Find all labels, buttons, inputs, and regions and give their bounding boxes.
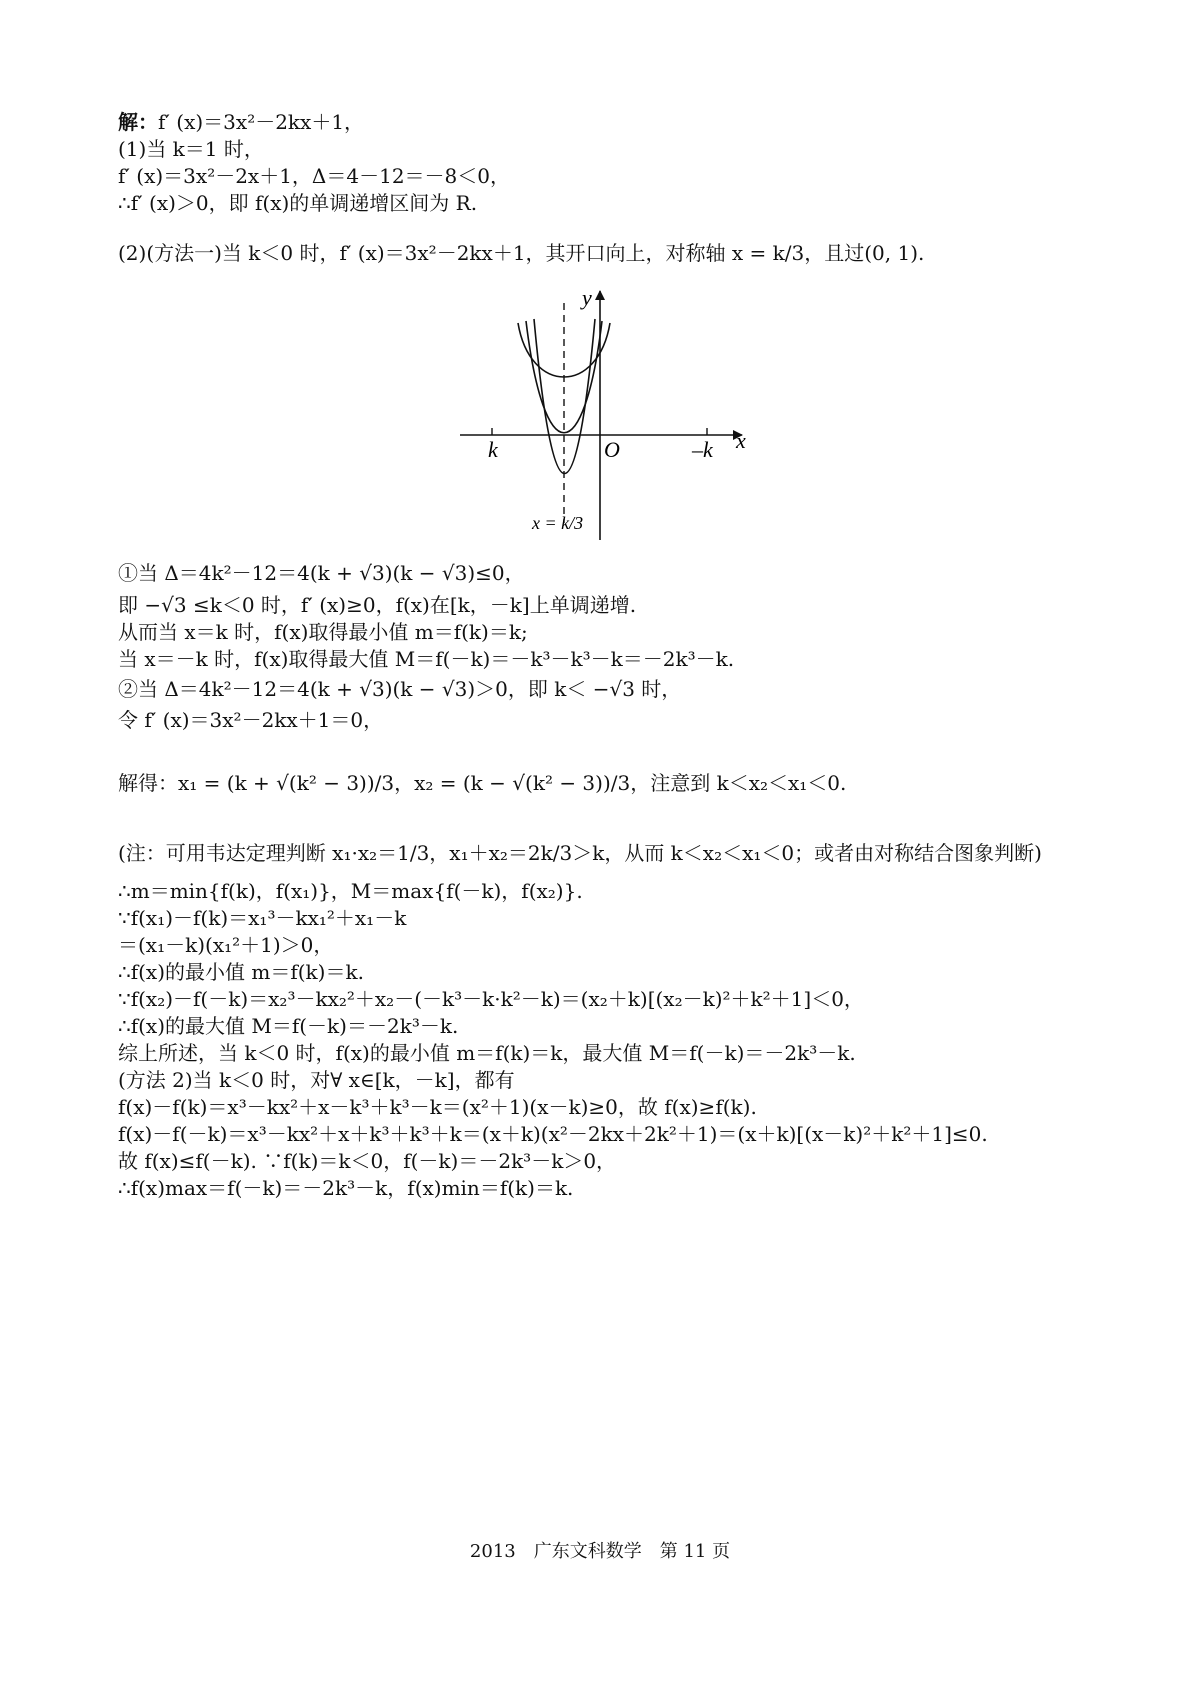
case2-roots: 解得：x₁ = (k + √(k² − 3))/3，x₂ = (k − √(k² − 3))/3，注意到 k＜x₂＜x₁＜0.	[118, 771, 847, 795]
method2-line1: f(x)－f(k)＝x³－kx²＋x－k³＋k³－k＝(x²＋1)(x－k)≥0，故 f(x)≥f(k).	[118, 1095, 757, 1119]
y-axis-label: y	[582, 285, 592, 310]
method2-header: (方法 2)当 k＜0 时，对∀ x∈[k，－k]，都有	[118, 1068, 515, 1092]
min-conclusion: ∴f(x)的最小值 m＝f(k)＝k.	[118, 960, 364, 984]
solution-line-derivative: 解：f′ (x)＝3x²－2kx＋1，	[118, 110, 365, 134]
neg-k-tick-label: –k	[692, 437, 713, 462]
parabola-figure	[452, 285, 762, 555]
diff1b-line: ＝(x₁－k)(x₁²＋1)＞0，	[118, 933, 334, 957]
method2-line2: f(x)－f(－k)＝x³－kx²＋x＋k³＋k³＋k＝(x＋k)(x²－2kx＋2k²＋1)＝(x＋k)[(x－k)²＋k²＋1]≤0.	[118, 1122, 988, 1146]
case2-delta: ②当 Δ＝4k²－12＝4(k + √3)(k − √3)＞0，即 k＜ −√3 时，	[118, 677, 682, 701]
part1-header: (1)当 k＝1 时，	[118, 137, 264, 161]
solution-label: 解：	[118, 110, 158, 134]
part1-equation: f′ (x)＝3x²－2x＋1，Δ＝4－12＝－8＜0，	[118, 164, 511, 188]
x-axis-label: x	[736, 428, 746, 453]
case1-max: 当 x＝－k 时，f(x)取得最大值 M＝f(－k)＝－k³－k³－k＝－2k³－k.	[118, 647, 735, 671]
diff1-line: ∵f(x₁)－f(k)＝x₁³－kx₁²＋x₁－k	[118, 906, 407, 930]
part1-conclusion: ∴f′ (x)＞0，即 f(x)的单调递增区间为 R.	[118, 191, 478, 215]
max-conclusion: ∴f(x)的最大值 M＝f(－k)＝－2k³－k.	[118, 1014, 459, 1038]
origin-label: O	[604, 437, 620, 462]
part2-intro: (2)(方法一)当 k＜0 时，f′ (x)＝3x²－2kx＋1，其开口向上，对称轴 x = k/3，且过(0, 1).	[118, 241, 925, 265]
case2-set: 令 f′ (x)＝3x²－2kx＋1＝0，	[118, 708, 384, 732]
minmax-line: ∴m＝min{f(k)，f(x₁)}，M＝max{f(－k)，f(x₂)}.	[118, 879, 583, 903]
diff2-line: ∵f(x₂)－f(－k)＝x₂³－kx₂²＋x₂－(－k³－k·k²－k)＝(x₂＋k)[(x₂－k)²＋k²＋1]＜0，	[118, 987, 864, 1011]
method2-line3: 故 f(x)≤f(－k). ∵f(k)＝k＜0，f(－k)＝－2k³－k＞0，	[118, 1149, 617, 1173]
page-footer: 2013 广东文科数学 第 11 页	[469, 1541, 731, 1562]
method2-conclusion: ∴f(x)max＝f(－k)＝－2k³－k，f(x)min＝f(k)＝k.	[118, 1176, 574, 1200]
summary-line: 综上所述，当 k＜0 时，f(x)的最小值 m＝f(k)＝k，最大值 M＝f(－k)＝－2k³－k.	[118, 1041, 856, 1065]
k-tick-label: k	[488, 437, 498, 462]
case1-range: 即 −√3 ≤k＜0 时，f′ (x)≥0，f(x)在[k，－k]上单调递增.	[118, 593, 637, 617]
symmetry-axis-label: x = k/3	[532, 513, 584, 533]
vieta-note: (注：可用韦达定理判断 x₁·x₂＝1/3，x₁＋x₂＝2k/3＞k，从而 k＜x₂＜x₁＜0；或者由对称结合图象判断)	[118, 841, 1042, 865]
case1-delta: ①当 Δ＝4k²－12＝4(k + √3)(k − √3)≤0，	[118, 561, 525, 585]
case1-min: 从而当 x＝k 时，f(x)取得最小值 m＝f(k)＝k;	[118, 620, 528, 644]
